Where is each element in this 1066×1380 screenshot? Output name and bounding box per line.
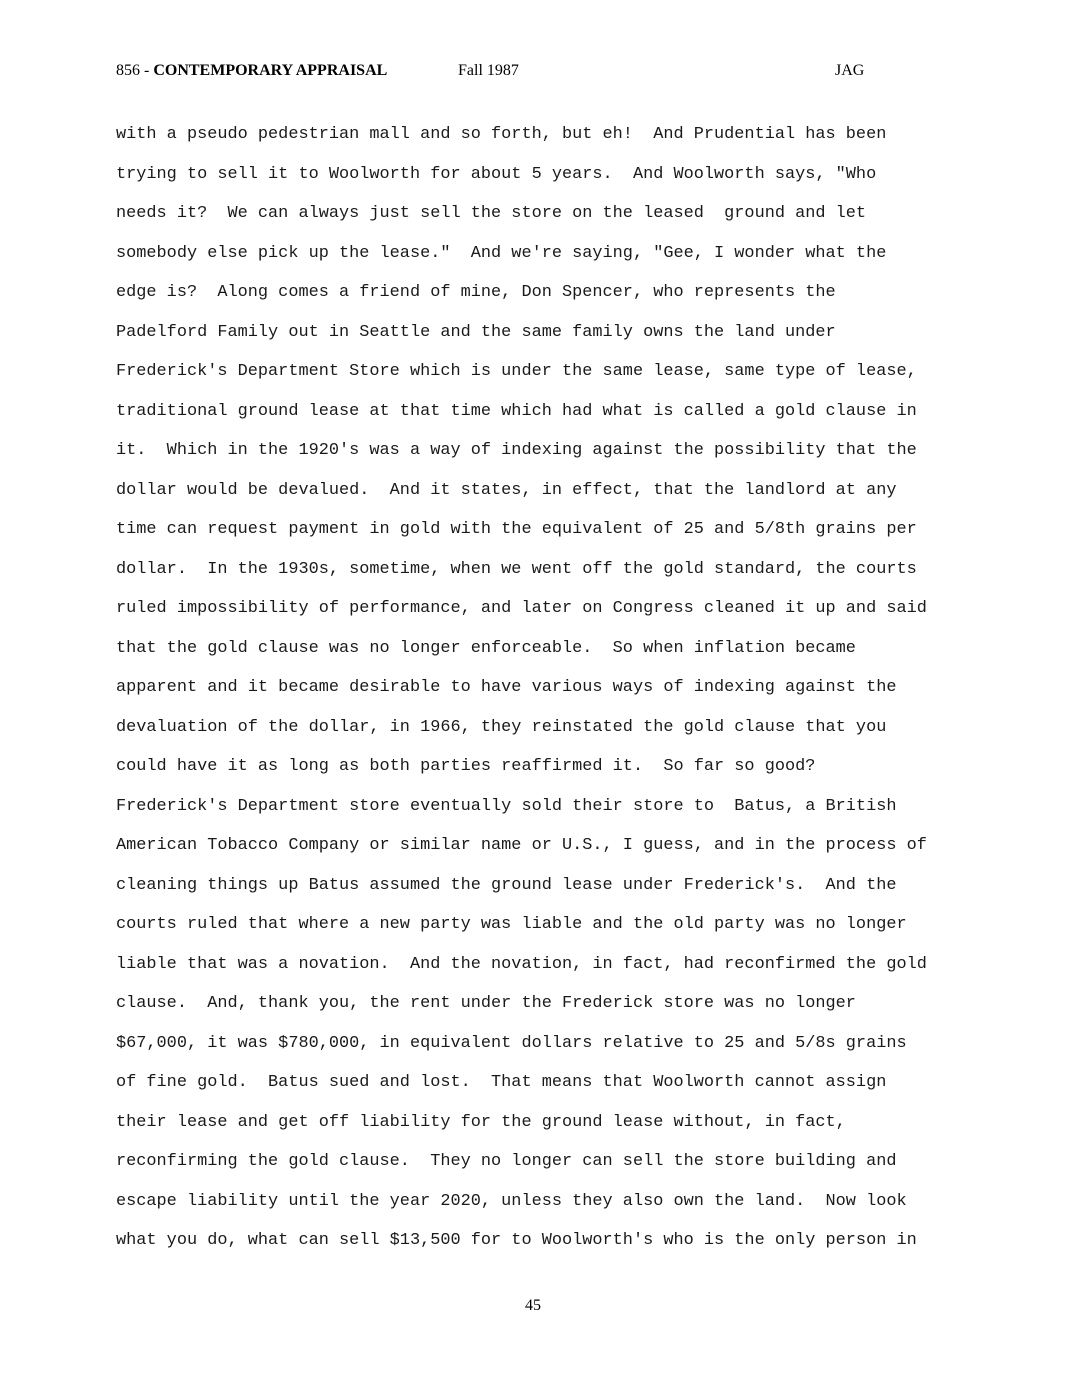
text-line: what you do, what can sell $13,500 for to Woolworth's who is the only person in: [116, 1231, 917, 1250]
text-line: courts ruled that where a new party was liable and the old party was no longer: [116, 915, 907, 934]
header-term: Fall 1987: [458, 62, 519, 79]
text-line: could have it as long as both parties reaffirmed it. So far so good?: [116, 757, 816, 776]
text-line: it. Which in the 1920's was a way of indexing against the possibility that the: [116, 441, 917, 460]
text-line: with a pseudo pedestrian mall and so forth, but eh! And Prudential has been: [116, 125, 887, 144]
text-line: trying to sell it to Woolworth for about 5 years. And Woolworth says, "Who: [116, 164, 877, 184]
text-line: Frederick's Department Store which is under the same lease, same type of lease,: [116, 362, 917, 381]
text-line: reconfirming the gold clause. They no longer can sell the store building and: [116, 1152, 897, 1171]
text-line: needs it? We can always just sell the store on the leased ground and let: [116, 204, 867, 223]
text-line: American Tobacco Company or similar name or U.S., I guess, and in the process of: [116, 836, 927, 855]
text-line: liable that was a novation. And the novation, in fact, had reconfirmed the gold: [116, 954, 927, 974]
text-line: ruled impossibility of performance, and later on Congress cleaned it up and said: [116, 599, 927, 618]
text-line: devaluation of the dollar, in 1966, they reinstated the gold clause that you: [116, 717, 887, 737]
text-line: clause. And, thank you, the rent under the Frederick store was no longer: [116, 994, 856, 1013]
text-line: Padelford Family out in Seattle and the same family owns the land under: [116, 322, 836, 342]
text-line: dollar. In the 1930s, sometime, when we went off the gold standard, the courts: [116, 559, 917, 579]
text-line: Frederick's Department store eventually sold their store to Batus, a British: [116, 796, 897, 816]
text-line: apparent and it became desirable to have various ways of indexing against the: [116, 678, 897, 697]
text-line: somebody else pick up the lease." And we're saying, "Gee, I wonder what the: [116, 243, 887, 263]
text-line: cleaning things up Batus assumed the ground lease under Frederick's. And the: [116, 875, 897, 895]
text-line: their lease and get off liability for the ground lease without, in fact,: [116, 1112, 846, 1132]
transcript-body: [116, 124, 976, 1270]
running-header: [116, 62, 876, 84]
header-title: CONTEMPORARY APPRAISAL: [153, 62, 388, 79]
header-page-ref: 856 -: [116, 62, 154, 79]
text-line: dollar would be devalued. And it states, in effect, that the landlord at any: [116, 480, 897, 500]
header-initials: JAG: [835, 62, 865, 79]
header-title-group: [116, 62, 387, 80]
text-line: of fine gold. Batus sued and lost. That means that Woolworth cannot assign: [116, 1073, 887, 1092]
text-line: edge is? Along comes a friend of mine, Don Spencer, who represents the: [116, 283, 836, 302]
text-line: time can request payment in gold with the equivalent of 25 and 5/8th grains per: [116, 520, 917, 539]
text-line: $67,000, it was $780,000, in equivalent dollars relative to 25 and 5/8s grains: [116, 1033, 907, 1053]
text-line: escape liability until the year 2020, unless they also own the land. Now look: [116, 1191, 907, 1211]
text-line: that the gold clause was no longer enforceable. So when inflation became: [116, 638, 856, 658]
text-line: traditional ground lease at that time which had what is called a gold clause in: [116, 401, 917, 421]
page-number: 45: [525, 1297, 541, 1314]
